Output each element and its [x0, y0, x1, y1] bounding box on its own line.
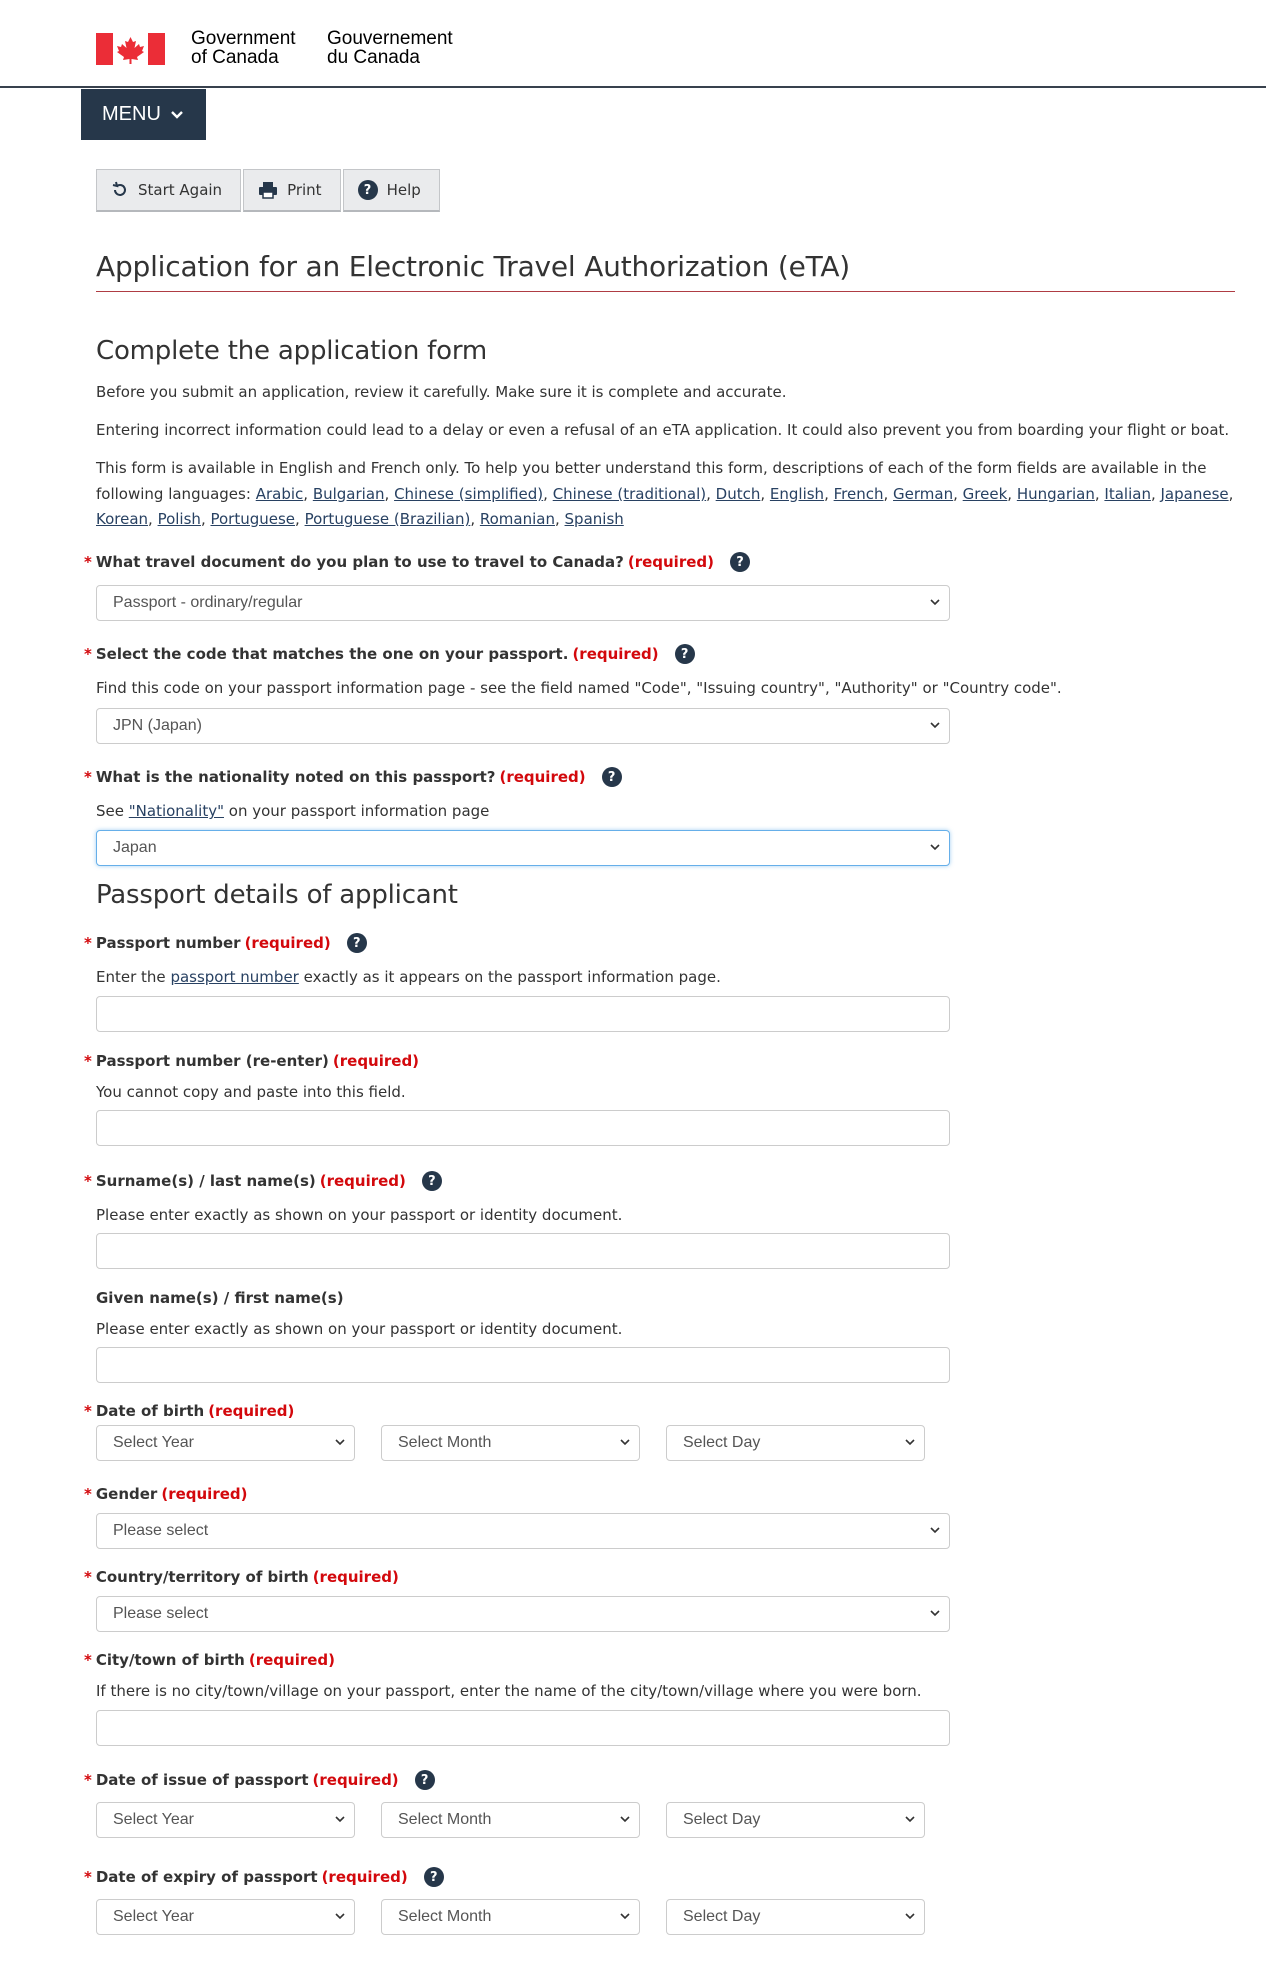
chevron-down-icon [335, 1437, 345, 1447]
language-links: Arabic, Bulgarian, Chinese (simplified), Chinese (traditional), Dutch, English, French, German, Greek, Hungarian, Italian, Japanese, Korean, Polish, Portuguese, Portuguese (Brazilian), Romanian, Spanish [96, 484, 1234, 528]
menu-button[interactable] [81, 89, 206, 140]
language-link[interactable]: Hungarian [1016, 484, 1095, 503]
nationality-select[interactable]: Japan [96, 830, 950, 866]
language-link[interactable]: Dutch [715, 484, 761, 503]
issue-year-select[interactable]: Select Year [96, 1802, 355, 1838]
title-divider [96, 291, 1235, 292]
passport-code-label: * Select the code that matches the one on your passport. (required) ? [84, 644, 695, 664]
language-link[interactable]: Korean [96, 510, 149, 528]
passport-number-hint: Enter the passport number exactly as it appears on the passport information page. [96, 968, 721, 986]
intro-paragraph-1: Before you submit an application, review it carefully. Make sure it is complete and accurate. [96, 383, 787, 401]
chevron-down-icon [930, 720, 940, 730]
language-link[interactable]: German [893, 484, 954, 503]
section-heading-complete-form: Complete the application form [96, 336, 488, 366]
help-icon: ? [358, 180, 378, 200]
chevron-down-icon [335, 1911, 345, 1921]
menu-label: MENU [102, 103, 161, 125]
given-name-input[interactable] [96, 1347, 950, 1383]
passport-number-label: * Passport number (required) ? [84, 933, 367, 953]
language-link[interactable]: Polish [157, 510, 201, 528]
printer-icon [258, 181, 278, 199]
travel-document-label: * What travel document do you plan to use to travel to Canada? (required) ? [84, 552, 750, 572]
city-of-birth-hint: If there is no city/town/village on your passport, enter the name of the city/town/village where you were born. [96, 1682, 922, 1700]
site-header [0, 0, 1266, 88]
gender-select[interactable]: Please select [96, 1513, 950, 1549]
chevron-down-icon [930, 1525, 940, 1535]
passport-number-reenter-input[interactable] [96, 1110, 950, 1146]
chevron-down-icon [905, 1814, 915, 1824]
language-link[interactable]: English [769, 484, 825, 503]
city-of-birth-label: * City/town of birth (required) [84, 1651, 336, 1669]
chevron-down-icon [335, 1814, 345, 1824]
surname-hint: Please enter exactly as shown on your passport or identity document. [96, 1206, 623, 1224]
languages-intro-text: This form is available in English and French only. To help you better understand this form, descriptions of each of the form fields are available in the following languages: [96, 459, 1207, 503]
issue-month-select[interactable]: Select Month [381, 1802, 640, 1838]
chevron-down-icon [905, 1437, 915, 1447]
language-link[interactable]: Chinese (simplified) [394, 484, 544, 503]
help-icon[interactable]: ? [730, 552, 750, 572]
nationality-hint: See "Nationality" on your passport information page [96, 802, 490, 820]
help-icon[interactable]: ? [415, 1770, 435, 1790]
start-again-label: Start Again [138, 181, 223, 199]
passport-number-input[interactable] [96, 996, 950, 1032]
chevron-down-icon [930, 842, 940, 852]
issue-day-select[interactable]: Select Day [666, 1802, 925, 1838]
gender-label: * Gender (required) [84, 1485, 248, 1503]
nationality-link[interactable]: "Nationality" [128, 802, 224, 820]
chevron-down-icon [620, 1437, 630, 1447]
language-link[interactable]: Spanish [564, 510, 624, 528]
date-of-expiry-label: * Date of expiry of passport (required) ? [84, 1867, 444, 1887]
signature-english[interactable]: Government of Canada [191, 28, 296, 68]
language-link[interactable]: Chinese (traditional) [552, 484, 707, 503]
passport-number-reenter-label: * Passport number (re-enter) (required) [84, 1052, 420, 1070]
nationality-label: * What is the nationality noted on this passport? (required) ? [84, 767, 622, 787]
language-link[interactable]: Bulgarian [312, 484, 385, 503]
expiry-day-select[interactable]: Select Day [666, 1899, 925, 1935]
passport-number-reenter-hint: You cannot copy and paste into this field. [96, 1083, 406, 1101]
passport-code-hint: Find this code on your passport information page - see the field named "Code", "Issuing country", "Authority" or "Country code". [96, 679, 1062, 697]
language-link[interactable]: Portuguese (Brazilian) [304, 510, 471, 528]
canada-flag-icon [96, 33, 165, 65]
section-heading-passport-details: Passport details of applicant [96, 880, 458, 910]
print-button[interactable] [243, 169, 341, 212]
expiry-month-select[interactable]: Select Month [381, 1899, 640, 1935]
language-link[interactable]: Romanian [479, 510, 555, 528]
start-again-button[interactable] [96, 169, 241, 212]
date-of-birth-label: * Date of birth (required) [84, 1402, 295, 1420]
chevron-down-icon [930, 1608, 940, 1618]
travel-document-select[interactable]: Passport - ordinary/regular [96, 585, 950, 621]
dob-day-select[interactable]: Select Day [666, 1425, 925, 1461]
language-link[interactable]: Japanese [1160, 484, 1229, 503]
language-link[interactable]: Arabic [255, 484, 304, 503]
given-name-label: Given name(s) / first name(s) [96, 1289, 344, 1307]
help-icon[interactable]: ? [347, 933, 367, 953]
dob-year-select[interactable]: Select Year [96, 1425, 355, 1461]
help-icon[interactable]: ? [424, 1867, 444, 1887]
page-title: Application for an Electronic Travel Authorization (eTA) [96, 250, 851, 283]
passport-code-select[interactable]: JPN (Japan) [96, 708, 950, 744]
surname-input[interactable] [96, 1233, 950, 1269]
signature-french[interactable]: Gouvernement du Canada [327, 28, 453, 68]
given-name-hint: Please enter exactly as shown on your passport or identity document. [96, 1320, 623, 1338]
country-of-birth-label: * Country/territory of birth (required) [84, 1568, 399, 1586]
toolbar [96, 169, 440, 212]
chevron-down-icon [620, 1911, 630, 1921]
language-link[interactable]: French [833, 484, 884, 503]
language-link[interactable]: Greek [962, 484, 1008, 503]
help-icon[interactable]: ? [602, 767, 622, 787]
refresh-icon [111, 181, 129, 199]
chevron-down-icon [905, 1911, 915, 1921]
dob-month-select[interactable]: Select Month [381, 1425, 640, 1461]
language-link[interactable]: Italian [1104, 484, 1151, 503]
expiry-year-select[interactable]: Select Year [96, 1899, 355, 1935]
help-label: Help [386, 181, 421, 199]
help-icon[interactable]: ? [422, 1171, 442, 1191]
country-of-birth-select[interactable]: Please select [96, 1596, 950, 1632]
chevron-down-icon [930, 597, 940, 607]
intro-paragraph-2: Entering incorrect information could lead to a delay or even a refusal of an eTA application. It could also prevent you from boarding your flight or boat. [96, 421, 1230, 439]
help-button[interactable] [343, 169, 440, 212]
intro-paragraph-languages [96, 456, 1236, 533]
surname-label: * Surname(s) / last name(s) (required) ? [84, 1171, 442, 1191]
date-of-issue-label: * Date of issue of passport (required) ? [84, 1770, 435, 1790]
chevron-down-icon [620, 1814, 630, 1824]
print-label: Print [287, 181, 322, 199]
passport-number-link[interactable]: passport number [170, 968, 299, 986]
language-link[interactable]: Portuguese [210, 510, 296, 528]
chevron-down-icon [171, 111, 183, 119]
city-of-birth-input[interactable] [96, 1710, 950, 1746]
help-icon[interactable]: ? [675, 644, 695, 664]
